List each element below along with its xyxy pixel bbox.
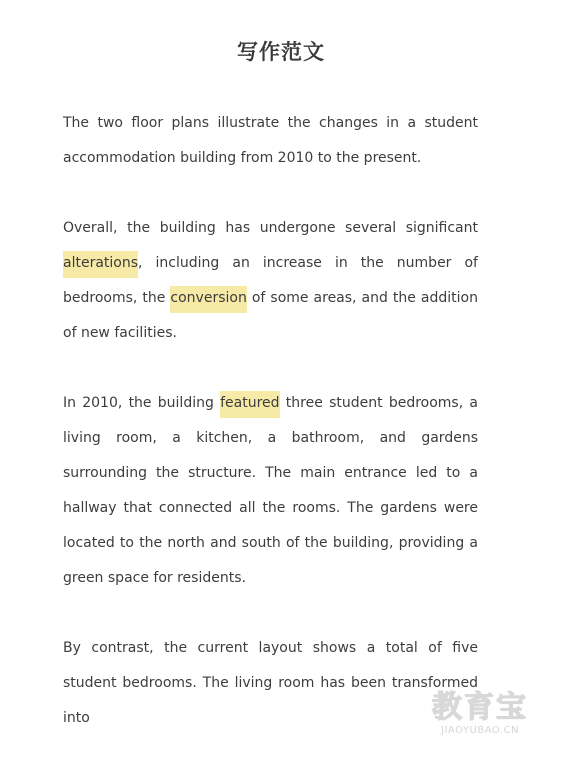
- paragraph-text: , including an increase in the number of bedrooms, the: [63, 255, 478, 306]
- highlighted-word: featured: [220, 391, 279, 418]
- page-title: 写作范文: [237, 40, 325, 64]
- paragraph: [63, 386, 478, 596]
- article-body: [63, 106, 478, 771]
- paragraph: [63, 211, 478, 351]
- paragraph-text: In 2010, the building: [63, 395, 221, 411]
- paragraph-text: Overall, the building has undergone several significant: [63, 220, 478, 236]
- paragraph-text: of some areas, and the addition of new facilities.: [63, 290, 478, 341]
- highlighted-word: alterations: [63, 251, 138, 278]
- paragraph-text: The two floor plans illustrate the changes in a student accommodation building from 2010 to the present.: [63, 115, 478, 166]
- paragraph: [63, 106, 478, 176]
- watermark-url: JIAOYUBAO.CN: [441, 725, 519, 736]
- highlighted-word: conversion: [170, 286, 246, 313]
- paragraph: [63, 631, 478, 736]
- paragraph-text: three student bedrooms, a living room, a kitchen, a bathroom, and gardens surrounding the structure. The main entrance led to a hallway that connected all the rooms. The gardens were located to the north and south of the building, providing a green space for residents.: [63, 395, 478, 586]
- watermark-logo-text: 教育宝: [432, 690, 528, 725]
- paragraph-text: By contrast, the current layout shows a total of five student bedrooms. The living room has been transformed into: [63, 640, 478, 726]
